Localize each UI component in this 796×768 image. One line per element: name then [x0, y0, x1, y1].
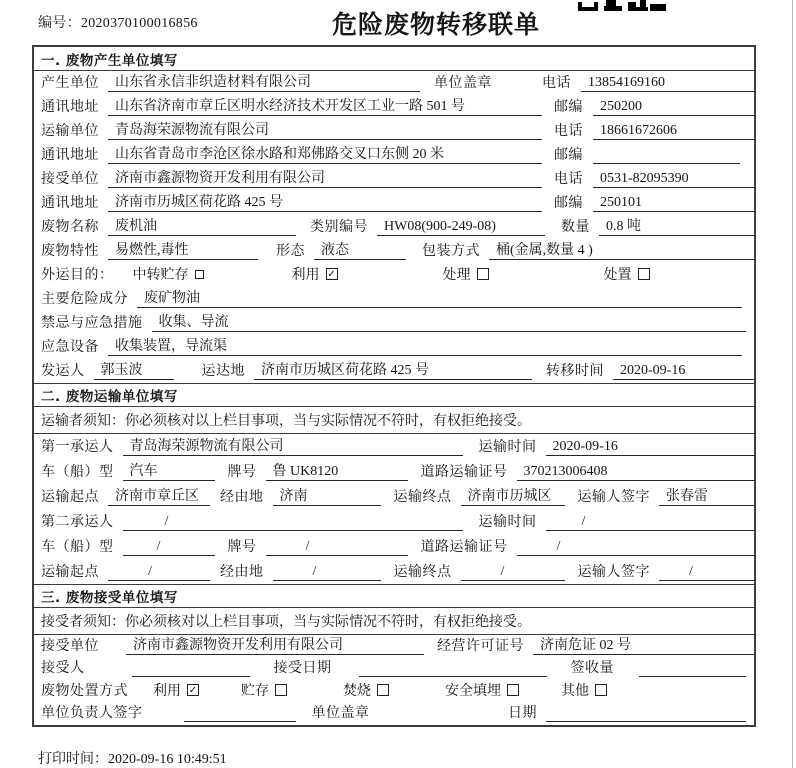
checkbox-utilize: ✓: [327, 269, 336, 280]
option-treat: [443, 264, 489, 284]
option-disposal-landfill-label: 安全填埋: [445, 683, 501, 699]
disposal-method-label: 废物处置方式: [41, 683, 128, 699]
route2-start-label: 运输起点: [41, 565, 99, 580]
option-dispose-label: 处置: [603, 268, 632, 283]
route2-via-label: 经由地: [220, 565, 264, 580]
producer-unit-value: 山东省永信非织造材料有限公司: [108, 71, 420, 92]
print-time-value: 2020-09-16 10:49:51: [108, 752, 227, 767]
transport-unit-label: 运输单位: [41, 124, 99, 139]
receive-address-label: 通讯地址: [41, 196, 99, 211]
producer-phone-value: 13854169160: [581, 75, 754, 92]
receiver-unit-value: 济南市鑫源物资开发利用有限公司: [126, 634, 424, 655]
checkbox-disposal-other: [595, 684, 607, 696]
row-receive-unit: [34, 167, 754, 191]
transport-zip-group: [542, 144, 754, 164]
route1-via-value: 济南: [273, 485, 381, 506]
transport-address-label: 通讯地址: [41, 148, 99, 163]
emergency-equipment-label: 应急设备: [41, 340, 99, 355]
section-receiver-title: 三. 废物接受单位填写: [34, 584, 754, 608]
hazard-component-value: 废矿物油: [137, 287, 742, 308]
sign-date-value: [546, 707, 746, 722]
option-disposal-utilize-label: 利用: [153, 683, 181, 699]
document-number-value: 2020370100016856: [80, 16, 198, 31]
transfer-time-value: 2020-09-16: [613, 363, 754, 380]
responsible-sign-label: 单位负责人签字: [41, 706, 143, 721]
checkbox-disposal-store: [275, 684, 287, 696]
route1-via-label: 经由地: [220, 490, 264, 505]
route1-end-value: 济南市历城区: [461, 485, 565, 506]
shipper-label: 发运人: [41, 364, 85, 379]
row-transport-unit: [34, 119, 754, 143]
route2-sign-value: /: [659, 564, 754, 581]
row-receiver-unit: [34, 635, 754, 658]
receive-zip-group: [542, 192, 754, 212]
row-waste-name: [34, 215, 754, 239]
waste-property-value: 易燃性,毒性: [108, 239, 258, 260]
row-vehicle2: [34, 534, 754, 559]
route1-sign-label: 运输人签字: [577, 490, 650, 505]
emergency-equipment-value: 收集装置，导流渠: [108, 335, 742, 356]
plate2-value: /: [266, 539, 408, 556]
waste-name-value: 废机油: [108, 215, 296, 236]
receive-unit-value: 济南市鑫源物资开发利用有限公司: [108, 167, 542, 188]
checkbox-disposal-utilize: ✓: [188, 684, 198, 696]
transfer-purpose-label: 外运目的：: [41, 268, 114, 283]
license-value: 济南危证 02 号: [533, 634, 754, 655]
second-carrier-label: 第二承运人: [41, 515, 114, 530]
receive-phone-group: [542, 168, 754, 188]
transport-phone-value: 18661672606: [593, 123, 754, 140]
producer-zip-label: 邮编: [554, 100, 583, 115]
receive-phone-value: 0531-82095390: [593, 171, 754, 188]
road-cert1-label: 道路运输证号: [420, 465, 508, 480]
route1-start-value: 济南市章丘区: [108, 485, 210, 506]
section-producer-title: 一. 废物产生单位填写: [34, 47, 754, 71]
waste-form-label: 形态: [276, 244, 305, 259]
transport-address-value: 山东省青岛市李沧区徐水路和郑佛路交叉口东侧 20 米: [108, 143, 542, 164]
vehicle-type1-value: 汽车: [123, 460, 215, 481]
destination-value: 济南市历城区荷花路 425 号: [254, 359, 532, 380]
accept-date-label: 接受日期: [273, 661, 332, 676]
checkbox-treat: [477, 268, 489, 280]
destination-label: 运达地: [201, 364, 245, 379]
waste-category-value: HW08(900-249-08): [377, 219, 545, 236]
option-treat-label: 处理: [442, 268, 471, 283]
row-acceptor: [34, 658, 754, 681]
route2-start-value: /: [108, 564, 210, 581]
qr-code-fragment-icon: [578, 0, 668, 11]
row-emergency-equipment: [34, 335, 754, 359]
acceptor-value: [132, 662, 250, 677]
receive-zip-label: 邮编: [554, 196, 583, 211]
receive-unit-label: 接受单位: [41, 172, 99, 187]
row-emergency-measures: [34, 311, 754, 335]
road-cert2-label: 道路运输证号: [420, 540, 508, 555]
route2-end-value: /: [461, 564, 565, 581]
route1-start-label: 运输起点: [41, 490, 99, 505]
transport-time2-value: /: [546, 514, 755, 531]
second-carrier-value: /: [123, 514, 463, 531]
transport-unit-value: 青岛海荣源物流有限公司: [108, 119, 542, 140]
row-vehicle1: [34, 459, 754, 484]
producer-address-label: 通讯地址: [41, 100, 99, 115]
emergency-measures-label: 禁忌与应急措施: [41, 316, 143, 331]
row-responsible-sign: [34, 703, 754, 726]
received-qty-value: [639, 662, 746, 677]
route2-sign-label: 运输人签字: [577, 565, 650, 580]
license-label: 经营许可证号: [437, 638, 524, 654]
option-dispose: [604, 264, 650, 284]
print-time: [38, 748, 227, 768]
waste-form-value: 液态: [314, 239, 406, 260]
checkbox-disposal-burn: [377, 684, 389, 696]
section-receiver: [34, 584, 754, 725]
packing-label: 包装方式: [422, 244, 480, 259]
option-disposal-other-label: 其他: [561, 683, 589, 699]
transport-zip-value: [593, 149, 740, 164]
emergency-measures-value: 收集、导流: [152, 311, 747, 332]
option-disposal-utilize: [153, 680, 199, 700]
sign-date-label: 日期: [508, 706, 537, 721]
row-receive-address: [34, 191, 754, 215]
row-producer-address: [34, 95, 754, 119]
row-second-carrier: [34, 509, 754, 534]
vehicle-type1-label: 车（船）型: [41, 465, 114, 480]
row-route1: [34, 484, 754, 509]
checkbox-dispose: [638, 268, 650, 280]
document-number-label: 编号：: [38, 16, 81, 31]
accept-date-value: [359, 662, 547, 677]
vehicle-type2-value: /: [123, 539, 215, 556]
route1-sign-value: 张春雷: [659, 485, 754, 506]
waste-property-label: 废物特性: [41, 244, 99, 259]
producer-phone-group: [542, 72, 754, 92]
first-carrier-value: 青岛海荣源物流有限公司: [123, 435, 463, 456]
checkbox-disposal-landfill: [507, 684, 519, 696]
option-disposal-store: [241, 680, 287, 700]
route2-end-label: 运输终点: [393, 565, 452, 580]
shipper-value: 郭玉波: [94, 359, 174, 380]
transport-time2-label: 运输时间: [478, 515, 537, 530]
received-qty-label: 签收量: [570, 661, 614, 676]
receive-zip-value: 250101: [593, 195, 754, 212]
row-hazard-component: [34, 287, 754, 311]
transport-zip-label: 邮编: [554, 148, 583, 163]
document-number: [38, 12, 198, 32]
road-cert2-value: /: [517, 539, 755, 556]
transport-time1-label: 运输时间: [478, 440, 537, 455]
waste-qty-label: 数量: [561, 220, 590, 235]
transport-time1-value: 2020-09-16: [546, 439, 755, 456]
transport-phone-group: [542, 120, 754, 140]
section-transporter-title: 二. 废物运输单位填写: [34, 383, 754, 407]
waste-qty-value: 0.8 吨: [599, 215, 754, 236]
manifest-form-table: [32, 45, 756, 727]
transfer-time-label: 转移时间: [546, 364, 604, 379]
row-transfer-purpose: [34, 263, 754, 287]
producer-phone-label: 电话: [542, 76, 571, 91]
row-producer-unit: [34, 71, 754, 95]
row-transport-address: [34, 143, 754, 167]
transport-phone-label: 电话: [554, 124, 583, 139]
waste-name-label: 废物名称: [41, 220, 99, 235]
plate1-value: 鲁 UK8120: [266, 460, 408, 481]
option-utilize: [292, 264, 338, 284]
option-disposal-burn-label: 焚烧: [343, 683, 371, 699]
section-producer: [34, 47, 754, 383]
row-route2: [34, 559, 754, 584]
transporter-notice: 运输者须知：你必须核对以上栏目事项，当与实际情况不符时，有权拒绝接受。: [34, 407, 754, 434]
producer-unit-label: 产生单位: [41, 76, 99, 91]
option-disposal-other: [561, 680, 607, 700]
packing-value: 桶(金属,数量 4 ): [489, 239, 754, 260]
option-disposal-burn: [343, 680, 389, 700]
plate2-label: 牌号: [227, 540, 257, 555]
waste-category-label: 类别编号: [310, 220, 368, 235]
producer-zip-value: 250200: [593, 99, 754, 116]
option-transfer-storage: [133, 264, 204, 284]
first-carrier-label: 第一承运人: [41, 440, 114, 455]
vehicle-type2-label: 车（船）型: [41, 540, 114, 555]
option-disposal-store-label: 贮存: [241, 683, 269, 699]
page-title: 危险废物转移联单: [332, 10, 541, 39]
row-first-carrier: [34, 434, 754, 459]
unit-seal2-label: 单位盖章: [311, 706, 370, 721]
checkbox-transfer-storage: [195, 270, 204, 279]
option-utilize-label: 利用: [291, 268, 320, 283]
producer-zip-group: [542, 96, 754, 116]
receive-phone-label: 电话: [554, 172, 583, 187]
print-time-label: 打印时间：: [38, 752, 108, 767]
responsible-sign-value: [184, 707, 296, 722]
route2-via-value: /: [273, 564, 381, 581]
page-edge-line: [792, 0, 793, 768]
acceptor-label: 接受人: [41, 661, 85, 676]
receive-address-value: 济南市历城区荷花路 425 号: [108, 191, 542, 212]
road-cert1-value: 370213006408: [517, 464, 755, 481]
option-disposal-landfill: [445, 680, 519, 700]
producer-address-value: 山东省济南市章丘区明水经济技术开发区工业一路 501 号: [108, 95, 542, 116]
row-shipper: [34, 359, 754, 383]
route1-end-label: 运输终点: [393, 490, 452, 505]
unit-seal-label: 单位盖章: [434, 76, 492, 91]
row-disposal-method: [34, 680, 754, 703]
section-transporter: [34, 383, 754, 584]
receiver-unit-label: 接受单位: [41, 638, 99, 654]
option-transfer-storage-label: 中转贮存: [132, 268, 189, 283]
plate1-label: 牌号: [227, 465, 257, 480]
row-waste-property: [34, 239, 754, 263]
receiver-notice: 接受者须知：你必须核对以上栏目事项，当与实际情况不符时，有权拒绝接受。: [34, 608, 754, 635]
hazard-component-label: 主要危险成分: [41, 292, 128, 307]
